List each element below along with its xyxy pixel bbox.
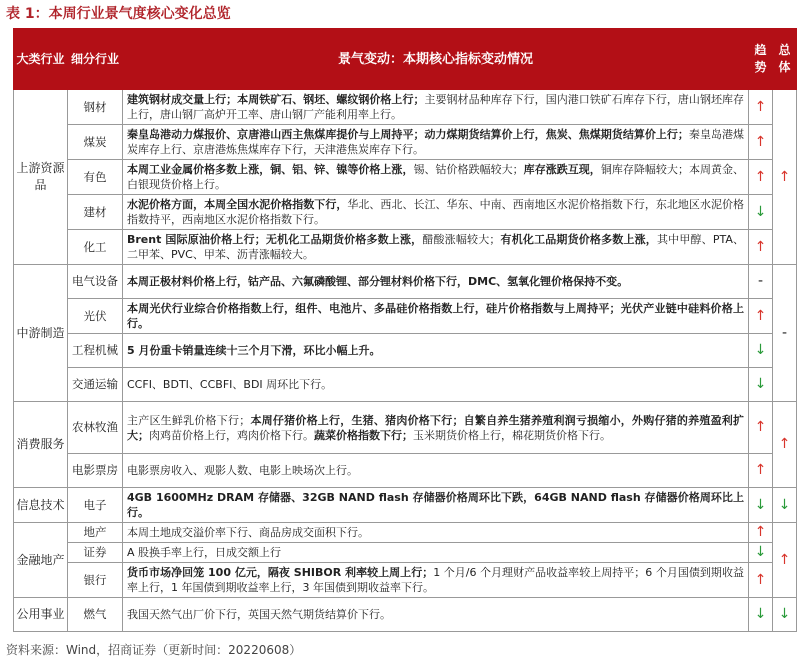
trend-arrow-icon: ↑ xyxy=(749,523,773,543)
category-cell: 上游资源品 xyxy=(14,90,68,265)
highlighted-text: 水泥价格方面，本周全国水泥价格指数下行， xyxy=(127,198,348,211)
table-row xyxy=(14,488,797,523)
indicator-description-cell xyxy=(123,334,749,368)
subcategory-cell: 光伏 xyxy=(68,299,123,334)
subcategory-cell: 有色 xyxy=(68,160,123,195)
table-row xyxy=(14,523,797,543)
category-cell: 金融地产 xyxy=(14,523,68,598)
subcategory-cell: 证券 xyxy=(68,543,123,563)
trend-arrow-icon: ↓ xyxy=(749,334,773,368)
indicator-description-cell xyxy=(123,230,749,265)
table-row xyxy=(14,543,797,563)
industry-overview-table xyxy=(13,28,797,632)
overall-trend-icon: ↑ xyxy=(773,402,797,488)
subcategory-cell: 银行 xyxy=(68,563,123,598)
table-header-row xyxy=(14,29,797,90)
indicator-description-cell xyxy=(123,160,749,195)
indicator-description-cell xyxy=(123,488,749,523)
indicator-description-cell xyxy=(123,598,749,632)
trend-arrow-icon: - xyxy=(749,265,773,299)
highlighted-text: 5 月份重卡销量连续十三个月下滑，环比小幅上升。 xyxy=(127,344,381,357)
overall-trend-icon: - xyxy=(773,265,797,402)
description-text: 本周土地成交溢价率下行、商品房成交面积下行。 xyxy=(127,526,369,539)
indicator-description-cell xyxy=(123,563,749,598)
table-row xyxy=(14,90,797,125)
description-text: 华北、西北、长江、华东、中南、西南地区水泥价格指数下行，东北地区水泥价格指数持平，西南地区水泥价格指数下行。 xyxy=(127,198,745,226)
subcategory-cell: 电气设备 xyxy=(68,265,123,299)
indicator-description-cell xyxy=(123,454,749,488)
subcategory-cell: 钢材 xyxy=(68,90,123,125)
header-indicator-change: 景气变动：本期核心指标变动情况 xyxy=(123,29,749,90)
header-overall: 总体 xyxy=(773,29,797,90)
indicator-description-cell xyxy=(123,299,749,334)
description-text: 锡、钴价格跌幅较大； xyxy=(413,163,524,176)
category-cell: 中游制造 xyxy=(14,265,68,402)
highlighted-text: 蔬菜价格指数下行； xyxy=(314,428,413,442)
table-row xyxy=(14,299,797,334)
description-text: CCFI、BDTI、CCBFI、BDI 周环比下行。 xyxy=(127,378,333,391)
table-row xyxy=(14,195,797,230)
trend-arrow-icon: ↓ xyxy=(749,488,773,523)
subcategory-cell: 农林牧渔 xyxy=(68,402,123,454)
indicator-description-cell xyxy=(123,90,749,125)
trend-arrow-icon: ↑ xyxy=(749,563,773,598)
description-text: A 股换手率上行，日成交额上行 xyxy=(127,546,282,559)
table-row xyxy=(14,368,797,402)
highlighted-text: 本周光伏行业综合价格指数上行，组件、电池片、多晶硅价格指数上行，硅片价格指数与上周持平；光伏产业链中硅料价格上行。 xyxy=(127,302,744,330)
description-text: 主产区生鲜乳价格下行； xyxy=(127,413,251,427)
trend-arrow-icon: ↓ xyxy=(749,195,773,230)
table-row xyxy=(14,402,797,454)
trend-arrow-icon: ↑ xyxy=(749,299,773,334)
header-trend: 趋势 xyxy=(749,29,773,90)
indicator-description-cell xyxy=(123,125,749,160)
highlighted-text: 本周正极材料价格上行，钴产品、六氟磷酸锂、部分锂材料价格下行，DMC、氢氧化锂价格保持不变。 xyxy=(127,275,629,288)
table-row xyxy=(14,230,797,265)
subcategory-cell: 化工 xyxy=(68,230,123,265)
subcategory-cell: 燃气 xyxy=(68,598,123,632)
highlighted-text: 有机化工品期货价格多数上涨， xyxy=(500,233,657,246)
trend-arrow-icon: ↑ xyxy=(749,160,773,195)
indicator-description-cell xyxy=(123,523,749,543)
trend-arrow-icon: ↑ xyxy=(749,402,773,454)
category-cell: 信息技术 xyxy=(14,488,68,523)
description-text: 主要钢材品种库存下行，国内港口铁矿石库存下行，唐山钢坯库存上行，唐山钢厂高炉开工率、唐山钢厂产能利用率上行。 xyxy=(127,93,745,121)
category-cell: 消费服务 xyxy=(14,402,68,488)
highlighted-text: Brent 国际原油价格上行；无机化工品期货价格多数上涨， xyxy=(127,233,423,246)
table-row xyxy=(14,598,797,632)
subcategory-cell: 地产 xyxy=(68,523,123,543)
highlighted-text: 建筑钢材成交量上行；本周铁矿石、钢坯、螺纹钢价格上行； xyxy=(127,93,425,106)
indicator-description-cell xyxy=(123,195,749,230)
highlighted-text: 本周工业金属价格多数上涨，铜、铝、锌、镍等价格上涨， xyxy=(127,163,414,176)
highlighted-text: 本周仔猪价格上行，生猪、猪肉价格下行；自繁自养生猪养殖利润亏损缩小，外购仔猪的养殖盈利扩大； xyxy=(127,413,745,442)
subcategory-cell: 煤炭 xyxy=(68,125,123,160)
trend-arrow-icon: ↓ xyxy=(749,543,773,563)
trend-arrow-icon: ↑ xyxy=(749,230,773,265)
subcategory-cell: 工程机械 xyxy=(68,334,123,368)
overall-trend-icon: ↑ xyxy=(773,523,797,598)
description-text: 肉鸡苗价格上行，鸡肉价格下行。 xyxy=(149,428,314,442)
trend-arrow-icon: ↓ xyxy=(749,368,773,402)
subcategory-cell: 建材 xyxy=(68,195,123,230)
description-text: 我国天然气出厂价下行，英国天然气期货结算价下行。 xyxy=(127,608,391,621)
category-cell: 公用事业 xyxy=(14,598,68,632)
indicator-description-cell xyxy=(123,265,749,299)
description-text: 铜库存降幅较大；本周黄金、白银现货价格上行。 xyxy=(127,163,745,191)
trend-arrow-icon: ↑ xyxy=(749,90,773,125)
highlighted-text: 4GB 1600MHz DRAM 存储器、32GB NAND flash 存储器价格周环比下跌，64GB NAND flash 存储器价格周环比上行。 xyxy=(127,491,744,519)
subcategory-cell: 电影票房 xyxy=(68,454,123,488)
table-title: 表 1：本周行业景气度核心变化总览 xyxy=(6,6,231,22)
trend-arrow-icon: ↑ xyxy=(749,125,773,160)
description-text: 1 个月/6 个月理财产品收益率较上周持平；6 个月国债到期收益率上行，1 年国债到期收益率上行，3 年国债到期收益率下行。 xyxy=(127,566,744,594)
header-category: 大类行业 xyxy=(14,29,68,90)
table-row xyxy=(14,563,797,598)
table-body xyxy=(14,90,797,632)
description-text: 电影票房收入、观影人数、电影上映场次上行。 xyxy=(127,464,358,477)
trend-arrow-icon: ↑ xyxy=(749,454,773,488)
table-row xyxy=(14,125,797,160)
trend-arrow-icon: ↓ xyxy=(749,598,773,632)
description-text: 醋酸涨幅较大； xyxy=(422,233,501,246)
header-subcategory: 细分行业 xyxy=(68,29,123,90)
description-text: 玉米期货价格上行，棉花期货价格下行。 xyxy=(413,428,611,442)
description-text: 秦皇岛港煤炭库存上行、京唐港炼焦煤库存下行，天津港焦炭库存下行。 xyxy=(127,128,744,156)
indicator-description-cell xyxy=(123,543,749,563)
highlighted-text: 库存涨跌互现， xyxy=(523,163,601,176)
table-row xyxy=(14,160,797,195)
highlighted-text: 货币市场净回笼 100 亿元，隔夜 SHIBOR 利率较上周上行； xyxy=(127,566,434,579)
table-row xyxy=(14,334,797,368)
highlighted-text: 秦皇岛港动力煤报价、京唐港山西主焦煤库提价与上周持平；动力煤期货结算价上行，焦炭、焦煤期货结算价上行； xyxy=(127,128,689,141)
indicator-description-cell xyxy=(123,402,749,454)
table-row xyxy=(14,454,797,488)
subcategory-cell: 电子 xyxy=(68,488,123,523)
table-row xyxy=(14,265,797,299)
indicator-description-cell xyxy=(123,368,749,402)
subcategory-cell: 交通运输 xyxy=(68,368,123,402)
source-note: 资料来源：Wind，招商证券（更新时间：20220608） xyxy=(6,643,302,657)
overall-trend-icon: ↓ xyxy=(773,598,797,632)
description-text: 其中甲醇、PTA、二甲苯、PVC、甲苯、沥青涨幅较大。 xyxy=(127,233,745,261)
overall-trend-icon: ↑ xyxy=(773,90,797,265)
overall-trend-icon: ↓ xyxy=(773,488,797,523)
